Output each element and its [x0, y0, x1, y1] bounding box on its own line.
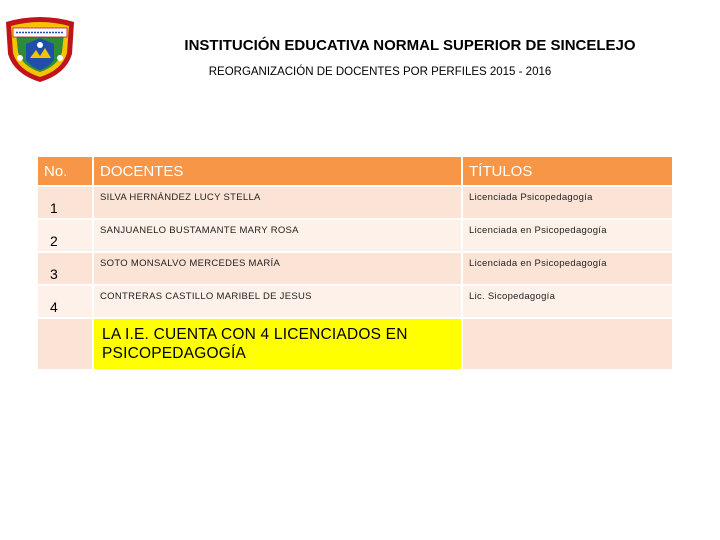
row-number: 1	[38, 186, 93, 219]
teacher-name: SANJUANELO BUSTAMANTE MARY ROSA	[93, 219, 462, 252]
page-subtitle: REORGANIZACIÓN DE DOCENTES POR PERFILES 2015 - 2016	[208, 66, 552, 78]
teacher-degree: Lic. Sicopedagogía	[462, 285, 672, 318]
summary-highlight-cell	[93, 318, 462, 369]
table-row	[38, 219, 672, 252]
teacher-degree: Licenciada en Psicopedagogía	[462, 252, 672, 285]
row-number: 3	[38, 252, 93, 285]
summary-empty-cell	[462, 318, 672, 369]
table-row	[38, 252, 672, 285]
column-header-teachers: DOCENTES	[93, 157, 462, 186]
summary-text: LA I.E. CUENTA CON 4 LICENCIADOS EN PSICOPEDAGOGÍA	[102, 326, 408, 362]
teacher-degree: Licenciada en Psicopedagogía	[462, 219, 672, 252]
summary-empty-cell	[38, 318, 93, 369]
summary-row	[38, 318, 672, 369]
teacher-degree: Licenciada Psicopedagogía	[462, 186, 672, 219]
teacher-name: CONTRERAS CASTILLO MARIBEL DE JESUS	[93, 285, 462, 318]
teacher-name: SOTO MONSALVO MERCEDES MARÍA	[93, 252, 462, 285]
school-crest-icon	[2, 14, 78, 84]
table-header-row	[38, 157, 672, 186]
table-row	[38, 285, 672, 318]
page-title: INSTITUCIÓN EDUCATIVA NORMAL SUPERIOR DE SINCELEJO	[184, 37, 636, 54]
teacher-name: SILVA HERNÁNDEZ LUCY STELLA	[93, 186, 462, 219]
column-header-degrees: TÍTULOS	[462, 157, 672, 186]
column-header-number: No.	[38, 157, 93, 186]
row-number: 4	[38, 285, 93, 318]
row-number: 2	[38, 219, 93, 252]
table-row	[38, 186, 672, 219]
teachers-table	[38, 157, 672, 369]
